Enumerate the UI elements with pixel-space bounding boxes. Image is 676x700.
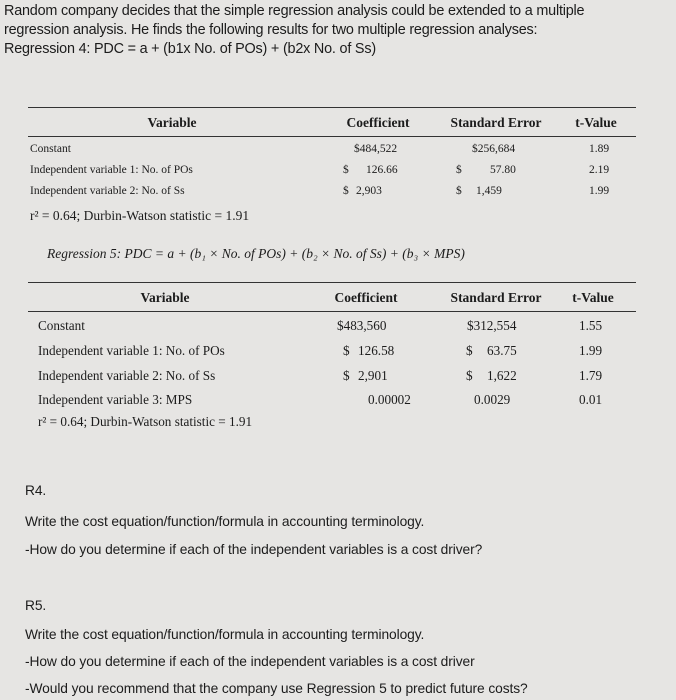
table-row-std-error: 57.80 <box>490 164 516 176</box>
table-row-t-value: 1.99 <box>579 343 603 358</box>
column-header-variable: Variable <box>147 115 197 130</box>
table-footer-stats: r² = 0.64; Durbin-Watson statistic = 1.91 <box>38 414 253 429</box>
coefficient-dollar-sign: $ <box>343 164 349 176</box>
table-row-std-error: 1,622 <box>487 368 517 383</box>
r5-question-1: Write the cost equation/function/formula in accounting terminology. <box>25 627 425 642</box>
table-row-coefficient: 126.66 <box>366 164 398 176</box>
table-row-std-error: $256,684 <box>472 143 516 155</box>
column-header-t-value: t-Value <box>572 290 614 305</box>
column-header-standard-error: Standard Error <box>450 290 542 305</box>
column-header-t-value: t-Value <box>575 115 617 130</box>
regression-5-formula: Regression 5: PDC = a + (b₁ × No. of POs) + (b₂ × No. of Ss) + (b₃ × MPS) <box>47 246 465 261</box>
table-row-coefficient: 126.58 <box>358 343 395 358</box>
column-header-coefficient: Coefficient <box>334 290 398 305</box>
table-row-variable: Constant <box>30 143 71 155</box>
table-row-coefficient: 2,903 <box>356 185 382 197</box>
intro-line-1: Random company decides that the simple regression analysis could be extended to a multiple <box>4 3 585 19</box>
table-row-variable: Independent variable 1: No. of POs <box>30 164 193 176</box>
table-row-variable: Independent variable 3: MPS <box>38 392 193 407</box>
table-row-t-value: 1.55 <box>579 318 603 333</box>
table-top-rule <box>28 107 636 108</box>
r4-label: R4. <box>25 483 47 498</box>
std-error-dollar-sign: $ <box>456 185 462 197</box>
std-error-dollar-sign: $ <box>466 343 473 358</box>
table-row-coefficient: $484,522 <box>354 143 398 155</box>
column-header-coefficient: Coefficient <box>346 115 410 130</box>
table-row-coefficient: 0.00002 <box>368 392 411 407</box>
table-row-std-error: 1,459 <box>476 185 502 197</box>
column-header-variable: Variable <box>140 290 190 305</box>
table-top-rule <box>28 282 636 283</box>
regression-5-caption <box>47 246 465 262</box>
r5-question-3: -Would you recommend that the company use Regression 5 to predict future costs? <box>25 681 528 696</box>
table-row-std-error: 63.75 <box>487 343 517 358</box>
r5-label: R5. <box>25 598 47 613</box>
table-row-std-error: 0.0029 <box>474 392 511 407</box>
table-row-t-value: 1.89 <box>589 143 610 155</box>
intro-line-3: Regression 4: PDC = a + (b1x No. of POs) + (b2x No. of Ss) <box>4 41 376 57</box>
table-footer-stats: r² = 0.64; Durbin-Watson statistic = 1.91 <box>30 208 250 223</box>
intro-text <box>4 2 672 59</box>
column-header-standard-error: Standard Error <box>450 115 542 130</box>
std-error-dollar-sign: $ <box>456 164 462 176</box>
table-header-rule <box>28 311 636 312</box>
table-row-std-error: $312,554 <box>467 318 517 333</box>
coefficient-dollar-sign: $ <box>343 343 350 358</box>
table-row-coefficient: 2,901 <box>358 368 388 383</box>
table-row-variable: Independent variable 2: No. of Ss <box>30 185 185 197</box>
table-row-t-value: 1.99 <box>589 185 610 197</box>
coefficient-dollar-sign: $ <box>343 185 349 197</box>
intro-line-2: regression analysis. He finds the following results for two multiple regression analyses: <box>4 22 538 38</box>
table-row-t-value: 0.01 <box>579 392 603 407</box>
table-row-coefficient: $483,560 <box>337 318 387 333</box>
table-row-variable: Constant <box>38 318 85 333</box>
table-row-t-value: 1.79 <box>579 368 603 383</box>
table-row-t-value: 2.19 <box>589 164 610 176</box>
table-row-variable: Independent variable 2: No. of Ss <box>38 368 216 383</box>
r4-question-1: Write the cost equation/function/formula in accounting terminology. <box>25 514 425 529</box>
r5-question-2: -How do you determine if each of the independent variables is a cost driver <box>25 654 475 669</box>
std-error-dollar-sign: $ <box>466 368 473 383</box>
coefficient-dollar-sign: $ <box>343 368 350 383</box>
table-row-variable: Independent variable 1: No. of POs <box>38 343 225 358</box>
table-header-rule <box>28 136 636 137</box>
r4-question-2: -How do you determine if each of the independent variables is a cost driver? <box>25 542 483 557</box>
